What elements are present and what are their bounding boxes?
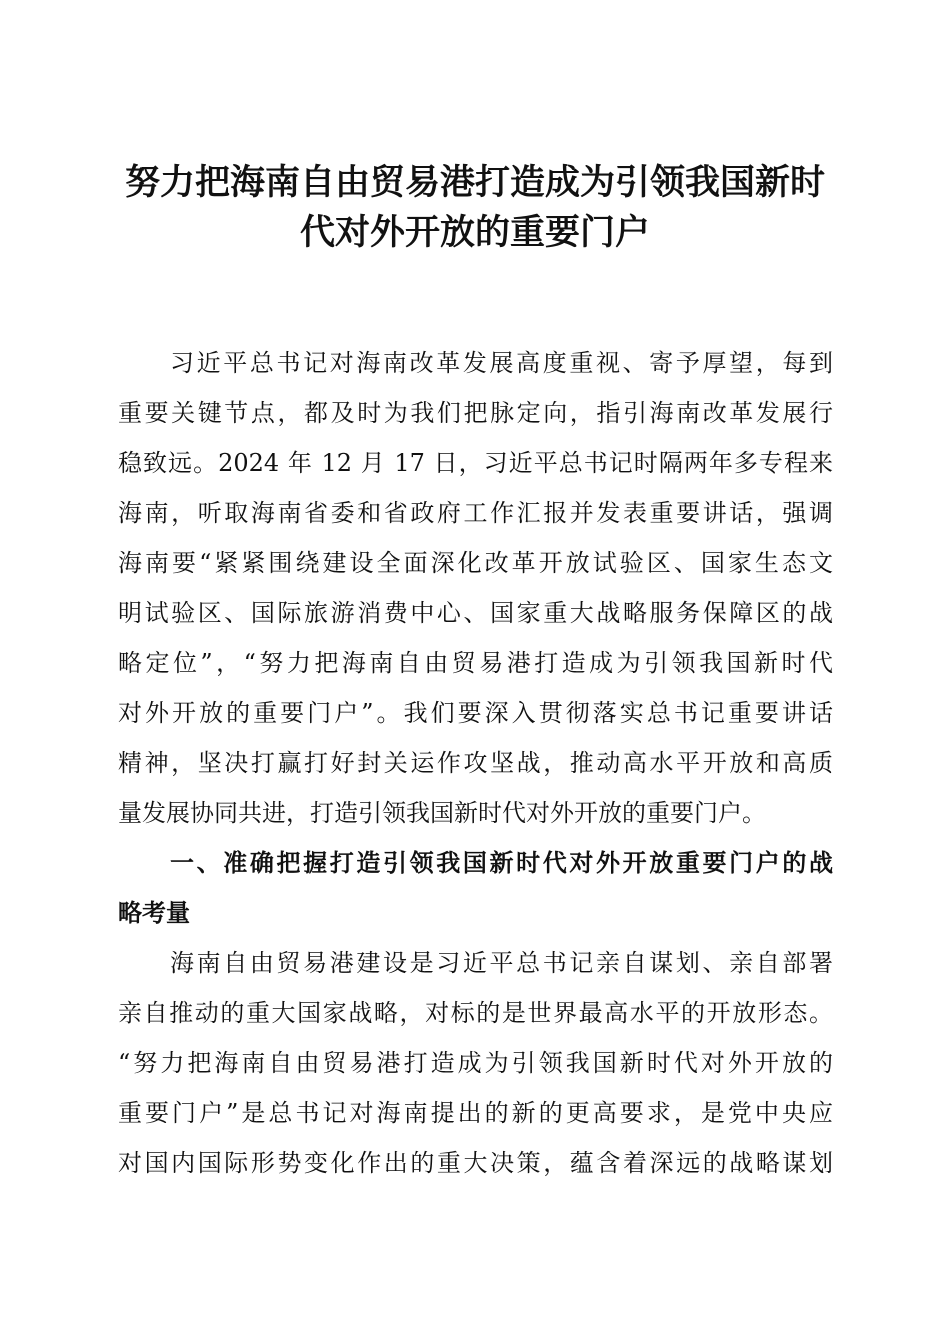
paragraph-line: 海南，听取海南省委和省政府工作汇报并发表重要讲话，强调 [118,499,833,527]
paragraph-line: 海南自由贸易港建设是习近平总书记亲自谋划、亲自部署 [170,949,833,977]
paragraph-line: 重要关键节点，都及时为我们把脉定向，指引海南改革发展行 [118,399,833,427]
paragraph-intro [118,338,833,838]
paragraph-line: 略定位”，“努力把海南自由贸易港打造成为引领我国新时代 [118,649,833,677]
title-line: 努力把海南自由贸易港打造成为引领我国新时 [124,162,825,203]
paragraph-line: 对国内国际形势变化作出的重大决策，蕴含着深远的战略谋划 [118,1149,833,1177]
document-title [100,158,850,258]
paragraph-section-1 [118,938,833,1188]
paragraph-line: 习近平总书记对海南改革发展高度重视、寄予厚望，每到 [170,349,833,377]
paragraph-line: 精神，坚决打赢打好封关运作攻坚战，推动高水平开放和高质 [118,749,833,777]
section-heading-1 [118,838,833,938]
heading-line: 略考量 [118,899,190,927]
title-line: 代对外开放的重要门户 [299,212,650,253]
paragraph-line: 量发展协同共进，打造引领我国新时代对外开放的重要门户。 [118,799,766,827]
paragraph-line: 稳致远。2024 年 12 月 17 日，习近平总书记时隔两年多专程来 [118,449,833,477]
paragraph-line: 明试验区、国际旅游消费中心、国家重大战略服务保障区的战 [118,599,833,627]
paragraph-line: “努力把海南自由贸易港打造成为引领我国新时代对外开放的 [118,1049,833,1077]
paragraph-line: 对外开放的重要门户”。我们要深入贯彻落实总书记重要讲话 [118,699,833,727]
heading-line: 一、准确把握打造引领我国新时代对外开放重要门户的战 [170,849,833,877]
paragraph-line: 亲自推动的重大国家战略，对标的是世界最高水平的开放形态。 [118,999,833,1027]
paragraph-line: 重要门户”是总书记对海南提出的新的更高要求，是党中央应 [118,1099,833,1127]
paragraph-line: 海南要“紧紧围绕建设全面深化改革开放试验区、国家生态文 [118,549,833,577]
